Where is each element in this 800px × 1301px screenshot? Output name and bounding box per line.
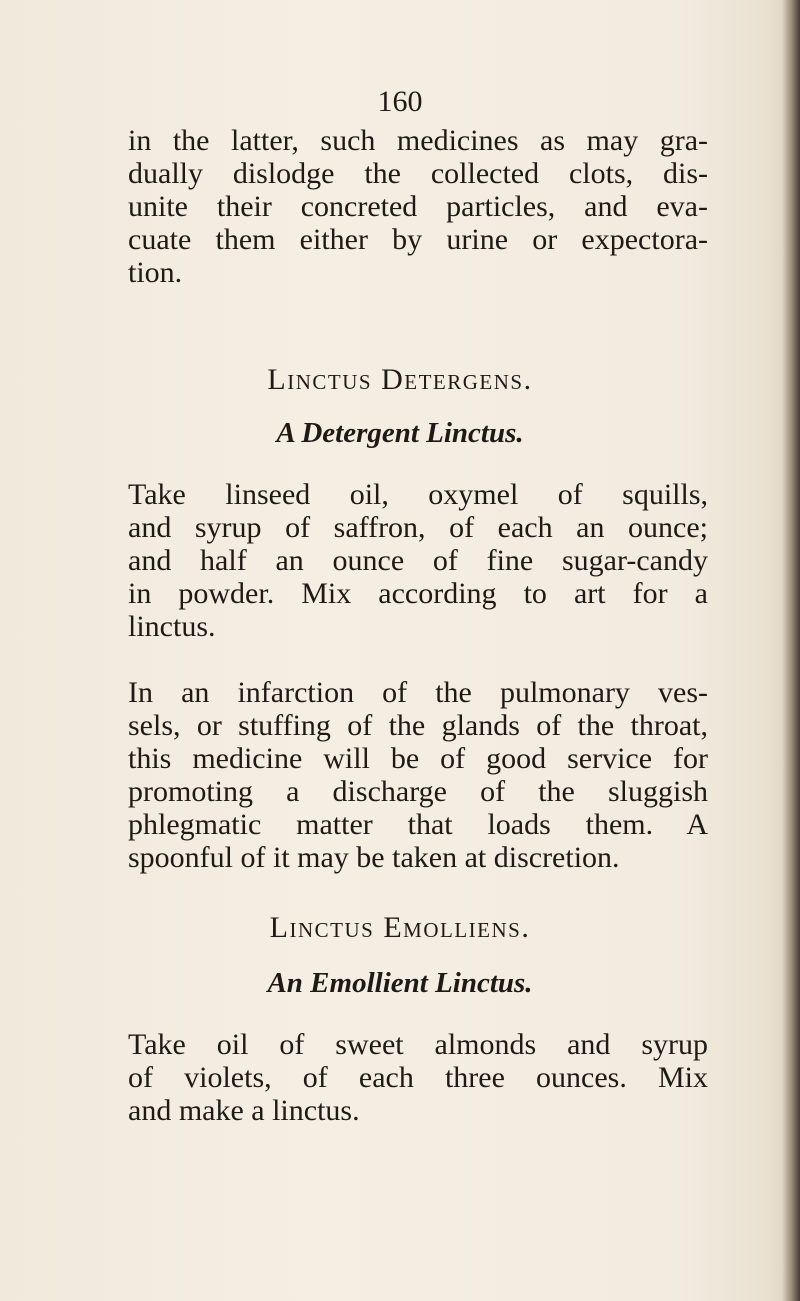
text-line: and syrup of saffron, of each an ounce; [128, 511, 708, 544]
text-line: unite their concreted particles, and eva- [128, 190, 708, 223]
text-line: in powder. Mix according to art for a [128, 577, 708, 610]
text-line: this medicine will be of good service for [128, 742, 708, 775]
text-line: promoting a discharge of the sluggish [128, 775, 708, 808]
text-line: spoonful of it may be taken at discretion. [128, 841, 620, 874]
text-line: and half an ounce of fine sugar-candy [128, 544, 708, 577]
page-edge-shadow [782, 0, 800, 1301]
text-line: in the latter, such medicines as may gra- [128, 124, 708, 157]
text-line: of violets, of each three ounces. Mix [128, 1061, 708, 1094]
page-number: 160 [377, 85, 423, 118]
text-line: phlegmatic matter that loads them. A [128, 808, 708, 841]
text-line: Take oil of sweet almonds and syrup [128, 1028, 708, 1061]
text-line: tion. [128, 256, 183, 289]
section-heading-linctus-emolliens: Linctus Emolliens. [269, 911, 531, 944]
emolliens-recipe-paragraph [128, 1028, 708, 1127]
detergens-note-paragraph [128, 676, 708, 874]
text-line: In an infarction of the pulmonary ves- [128, 676, 708, 709]
text-line: linctus. [128, 610, 216, 643]
text-line: sels, or stuffing of the glands of the throat, [128, 709, 708, 742]
text-line: and make a linctus. [128, 1094, 360, 1127]
section-heading-linctus-detergens: Linctus Detergens. [267, 363, 533, 396]
section-subheading-detergent-linctus: A Detergent Linctus. [276, 417, 524, 449]
intro-paragraph [128, 124, 708, 289]
text-line: Take linseed oil, oxymel of squills, [128, 478, 708, 511]
text-line: dually dislodge the collected clots, dis- [128, 157, 708, 190]
detergens-recipe-paragraph [128, 478, 708, 643]
text-line: cuate them either by urine or expectora- [128, 223, 708, 256]
section-subheading-emollient-linctus: An Emollient Linctus. [267, 967, 533, 999]
